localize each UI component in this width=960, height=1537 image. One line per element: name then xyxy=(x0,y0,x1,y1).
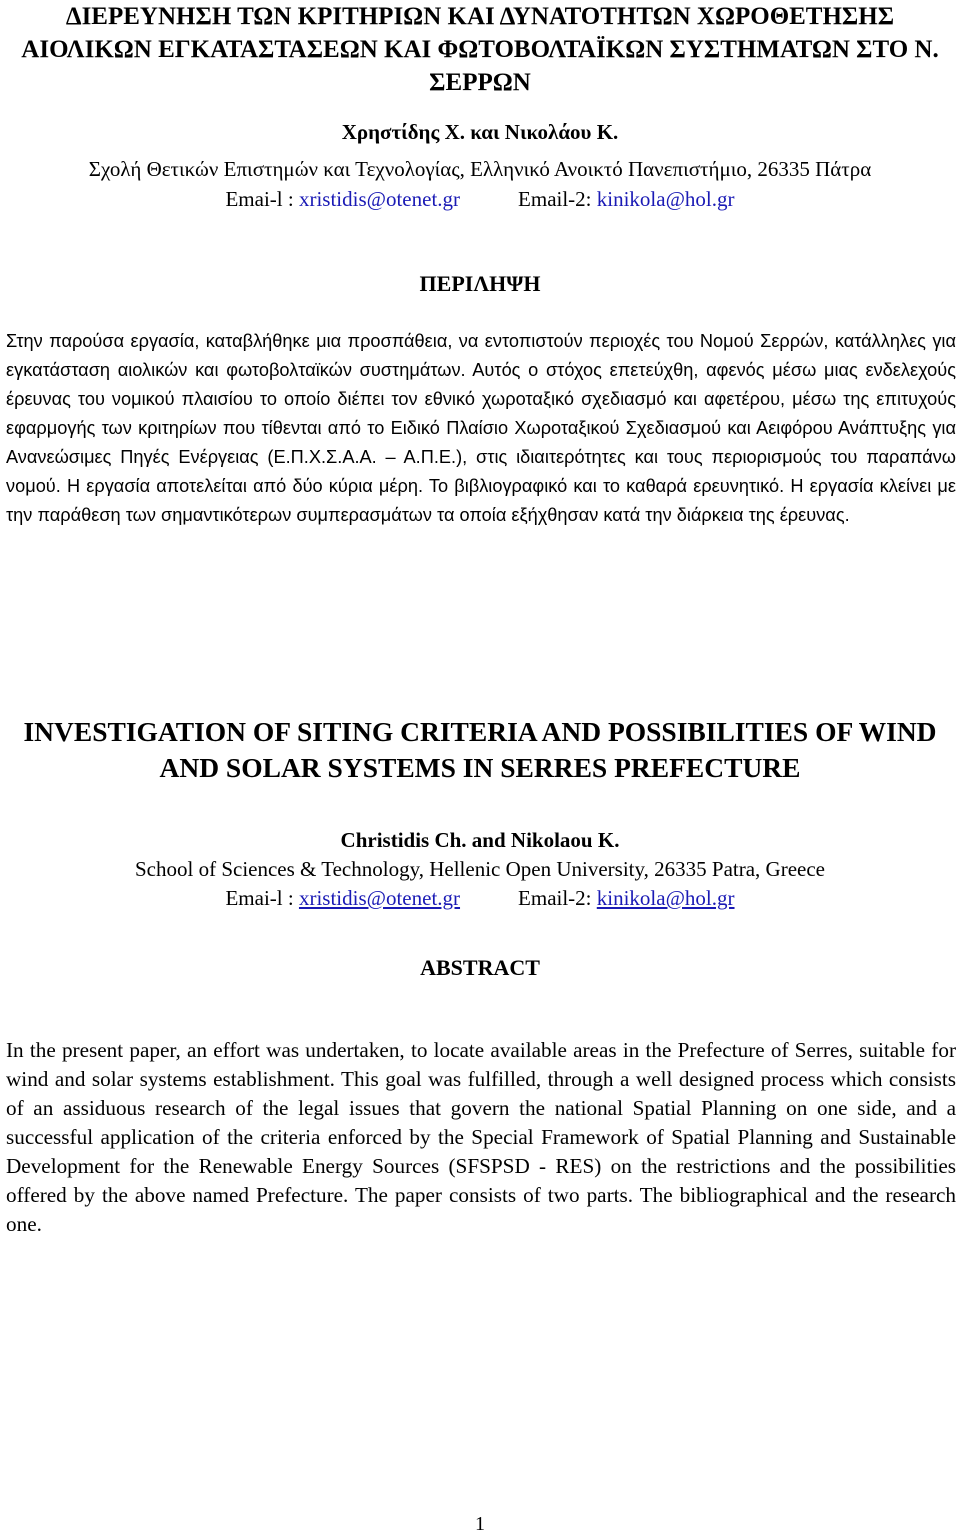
page-number: 1 xyxy=(475,1513,485,1535)
english-email-row xyxy=(0,884,960,912)
greek-email-row xyxy=(0,185,960,213)
english-email2-label: Email-2: xyxy=(518,886,592,910)
greek-email1-label: Emai-l : xyxy=(225,187,294,211)
greek-affiliation: Σχολή Θετικών Επιστημών και Τεχνολογίας, Ελληνικό Ανοικτό Πανεπιστήμιο, 26335 Πάτρα xyxy=(88,157,872,181)
greek-title: ΔΙΕΡΕΥΝΗΣΗ ΤΩΝ ΚΡΙΤΗΡΙΩΝ ΚΑΙ ΔΥΝΑΤΟΤΗΤΩΝ ΧΩΡΟΘΕΤΗΣΗΣ ΑΙΟΛΙΚΩΝ ΕΓΚΑΤΑΣΤΑΣΕΩΝ ΚΑΙ ΦΩΤΟΒΟΛΤΑΪΚΩΝ ΣΥΣΤΗΜΑΤΩΝ ΣΤΟ Ν. ΣΕΡΡΩΝ xyxy=(21,3,939,96)
english-affiliation: School of Sciences & Technology, Hellenic Open University, 26335 Patra, Greece xyxy=(135,857,825,881)
greek-abstract-heading: ΠΕΡΙΛΗΨΗ xyxy=(419,271,541,296)
greek-email2-link[interactable]: kinikola@hol.gr xyxy=(596,187,735,211)
english-email2-link[interactable]: kinikola@hol.gr xyxy=(596,886,735,910)
greek-authors: Χρηστίδης Χ. και Νικολάου Κ. xyxy=(341,120,619,144)
english-authors: Christidis Ch. and Nikolaou K. xyxy=(340,828,620,852)
english-title: INVESTIGATION OF SITING CRITERIA AND POSSIBILITIES OF WIND AND SOLAR SYSTEMS IN SERRES PREFECTURE xyxy=(23,716,937,783)
greek-abstract: Στην παρούσα εργασία, καταβλήθηκε μια προσπάθεια, να εντοπιστούν περιοχές του Νομού Σερρών, κατάλληλες για εγκατάσταση αιολικών και φωτοβολταϊκών συστημάτων. Αυτός ο στόχος επετεύχθη, αφενός μέσω μιας ενδελεχούς έρευνας του νομικού πλαισίου το οποίο διέπει τον εθνικό χωροταξικό σχεδιασμό και αφετέρου, μέσω της επιτυχούς εφαρμογής των κριτηρίων που τίθενται από το Ειδικό Πλαίσιο Χωροταξικού Σχεδιασμού και Αειφόρου Ανάπτυξης για Ανανεώσιμες Πηγές Ενέργειας (Ε.Π.Χ.Σ.Α.Α. – Α.Π.Ε.), στις ιδιαιτερότητες και τους περιορισμούς του παραπάνω νομού. Η εργασία αποτελείται από δύο κύρια μέρη. Το βιβλιογραφικό και το καθαρά ερευνητικό. Η εργασία κλείνει με την παράθεση των σημαντικότερων συμπερασμάτων τα οποία εξήχθησαν κατά την διάρκεια της έρευνας. xyxy=(6,331,956,525)
english-email1-link[interactable]: xristidis@otenet.gr xyxy=(298,886,461,910)
english-abstract: In the present paper, an effort was undertaken, to locate available areas in the Prefecture of Serres, suitable for wind and solar systems establishment. This goal was fulfilled, through a well designed process which consists of an assiduous research of the legal issues that govern the national Spatial Planning on one side, and a successful application of the criteria enforced by the Special Framework of Spatial Planning and Sustainable Development for the Renewable Energy Sources (SFSPSD - RES) on the restrictions and the possibilities offered by the above named Prefecture. The paper consists of two parts. The bibliographical and the research one. xyxy=(6,1038,956,1236)
english-abstract-heading: ABSTRACT xyxy=(420,955,540,980)
greek-email1-link[interactable]: xristidis@otenet.gr xyxy=(298,187,461,211)
greek-email2-label: Email-2: xyxy=(518,187,592,211)
english-email1-label: Emai-l : xyxy=(225,886,294,910)
